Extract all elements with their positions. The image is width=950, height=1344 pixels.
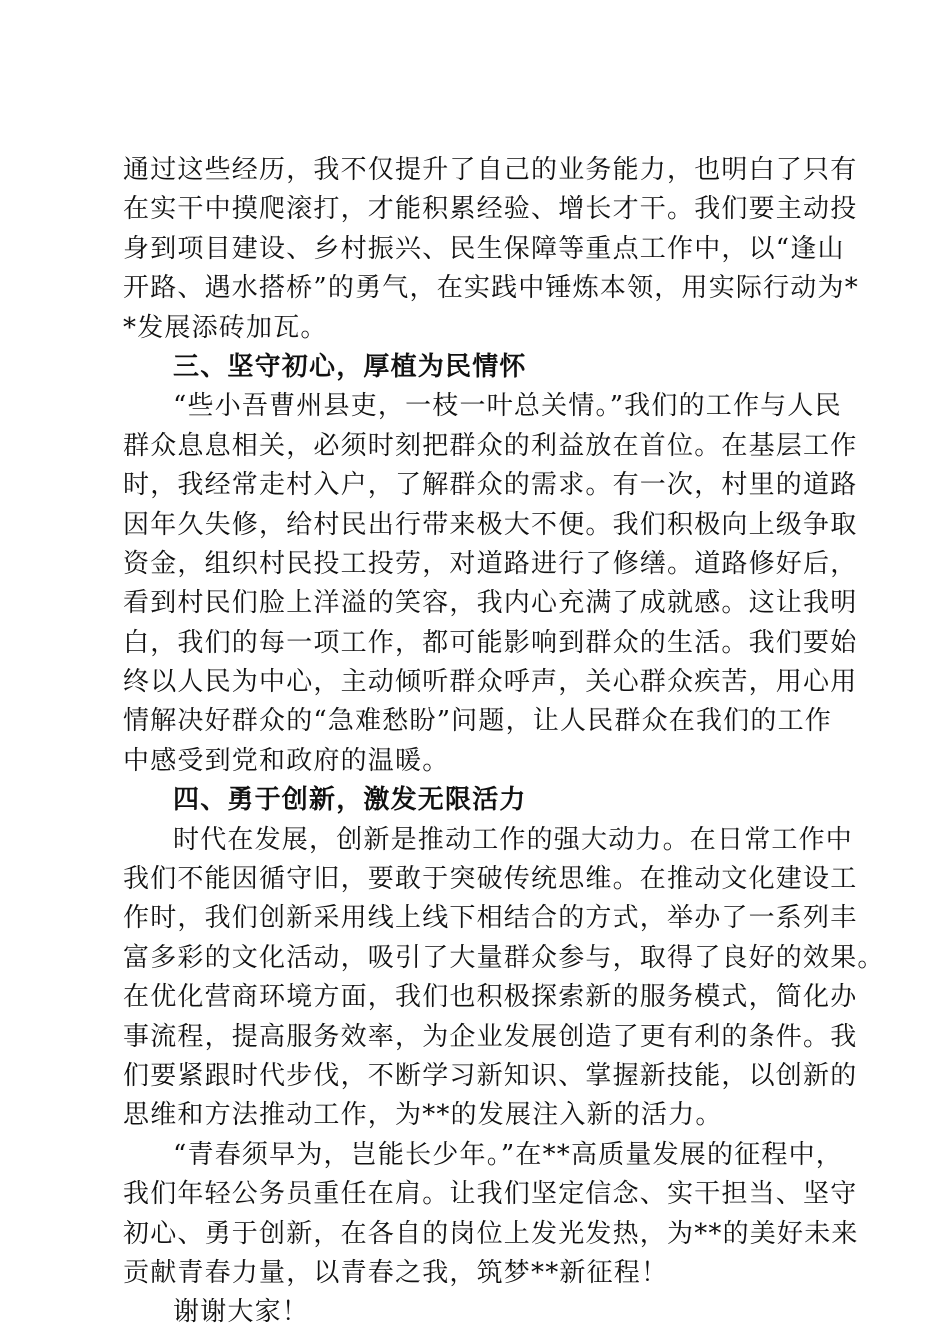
paragraph-line: 时代在发展，创新是推动工作的强大动力。在日常工作中: [173, 824, 854, 855]
paragraph-line: “青春须早为，岂能长少年。”在**高质量发展的征程中，: [173, 1139, 843, 1170]
paragraph-line: 中感受到党和政府的温暖。: [123, 745, 450, 776]
paragraph-line: 思维和方法推动工作，为**的发展注入新的活力。: [123, 1100, 723, 1131]
paragraph-line: 初心、勇于创新，在各自的岗位上发光发热，为**的美好未来: [123, 1218, 859, 1249]
paragraph-line: 开路、遇水搭桥”的勇气，在实践中锤炼本领，用实际行动为*: [123, 273, 859, 304]
paragraph-line: 我们年轻公务员重任在肩。让我们坚定信念、实干担当、坚守: [123, 1179, 858, 1210]
paragraph-line: “些小吾曹州县吏，一枝一叶总关情。”我们的工作与人民: [173, 391, 842, 422]
paragraph-line: 因年久失修，给村民出行带来极大不便。我们积极向上级争取: [123, 509, 858, 540]
paragraph-line: 作时，我们创新采用线上线下相结合的方式，举办了一系列丰: [123, 903, 858, 934]
paragraph-line: 事流程，提高服务效率，为企业发展创造了更有利的条件。我: [123, 1021, 858, 1052]
paragraph-line: 在实干中摸爬滚打，才能积累经验、增长才干。我们要主动投: [123, 194, 858, 225]
paragraph-line: 我们不能因循守旧，要敢于突破传统思维。在推动文化建设工: [123, 864, 858, 895]
section-heading: 三、坚守初心，厚植为民情怀: [173, 351, 527, 382]
paragraph-line: 身到项目建设、乡村振兴、民生保障等重点工作中，以“逢山: [123, 233, 845, 264]
paragraph-line: 通过这些经历，我不仅提升了自己的业务能力，也明白了只有: [123, 155, 858, 185]
paragraph-line: 情解决好群众的“急难愁盼”问题，让人民群众在我们的工作: [123, 706, 832, 737]
paragraph-line: 资金，组织村民投工投劳，对道路进行了修缮。道路修好后，: [123, 548, 858, 579]
paragraph-line: 在优化营商环境方面，我们也积极探索新的服务模式，简化办: [123, 982, 858, 1013]
paragraph-line: 群众息息相关，必须时刻把群众的利益放在首位。在基层工作: [123, 430, 858, 461]
paragraph-line: 们要紧跟时代步伐，不断学习新知识、掌握新技能，以创新的: [123, 1060, 858, 1091]
paragraph-line: *发展添砖加瓦。: [123, 312, 328, 343]
document-body: [123, 151, 885, 1333]
paragraph-line: 白，我们的每一项工作，都可能影响到群众的生活。我们要始: [123, 627, 858, 658]
paragraph-line: 富多彩的文化活动，吸引了大量群众参与，取得了良好的效果。: [123, 942, 885, 973]
section-heading: 四、勇于创新，激发无限活力: [173, 785, 527, 816]
paragraph-line: 终以人民为中心，主动倾听群众呼声，关心群众疾苦，用心用: [123, 667, 858, 698]
paragraph-line: 看到村民们脸上洋溢的笑容，我内心充满了成就感。这让我明: [123, 588, 858, 619]
paragraph-line: 谢谢大家！: [173, 1297, 310, 1328]
paragraph-line: 时，我经常走村入户，了解群众的需求。有一次，村里的道路: [123, 470, 858, 501]
paragraph-line: 贡献青春力量，以青春之我，筑梦**新征程！: [123, 1257, 669, 1288]
